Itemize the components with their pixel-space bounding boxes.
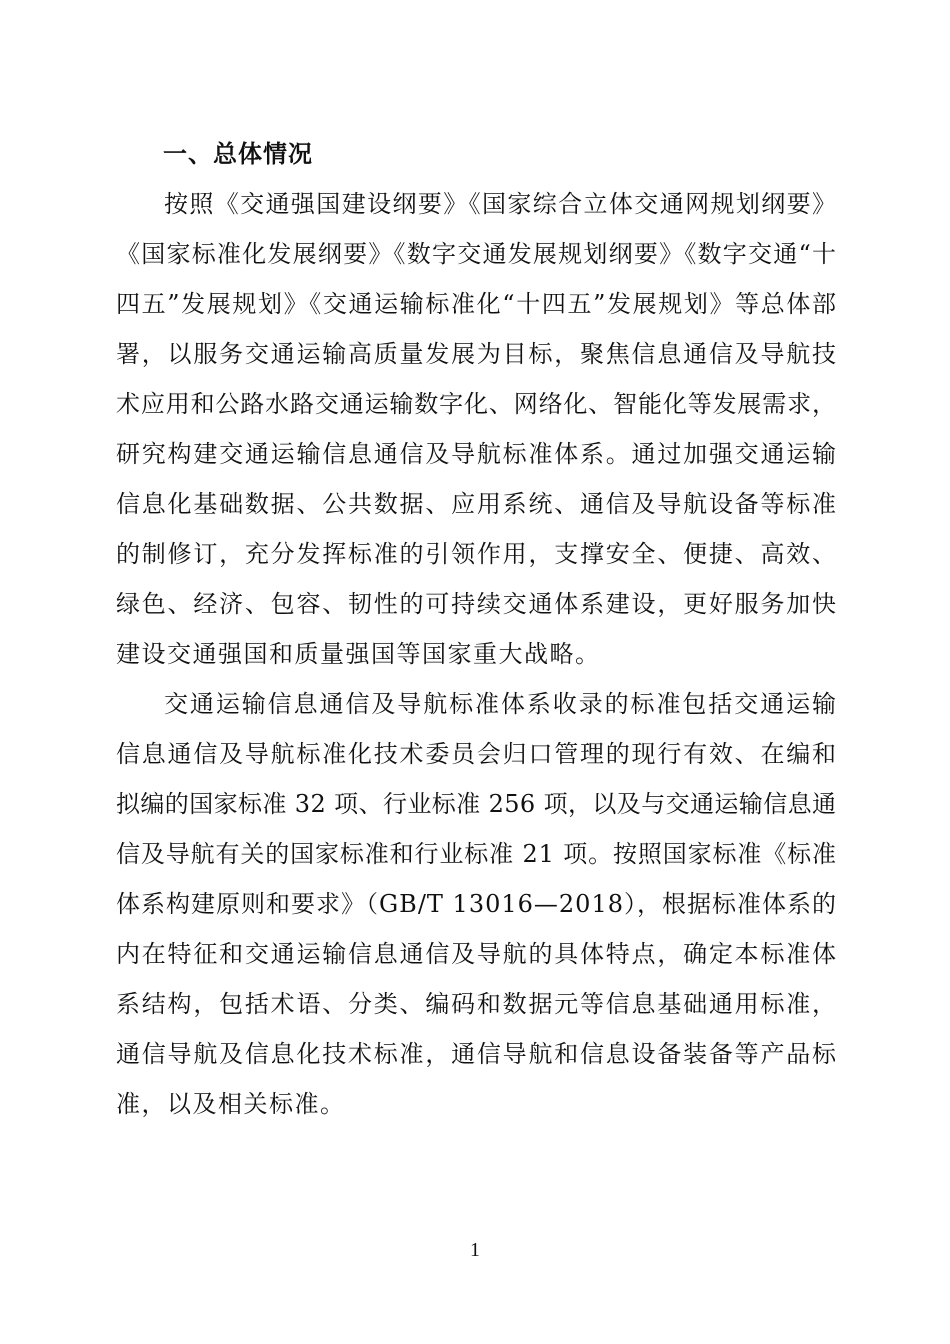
line-text: 拟编的国家标准 32 项、行业标准 256 项，以及与交通运输信息通 bbox=[116, 790, 837, 818]
line-text: 准，以及相关标准。 bbox=[116, 1090, 346, 1118]
line-text: 《国家标准化发展纲要》《数字交通发展规划纲要》《数字交通“十 bbox=[116, 240, 838, 268]
line-text: 体系构建原则和要求》（GB/T 13016—2018），根据标准体系的 bbox=[116, 890, 837, 918]
line-text: 研究构建交通运输信息通信及导航标准体系。通过加强交通运输 bbox=[116, 440, 838, 468]
section-heading: 一、总体情况 bbox=[163, 140, 313, 168]
line-text: 术应用和公路水路交通运输数字化、网络化、智能化等发展需求， bbox=[116, 390, 837, 418]
line-text: 系结构，包括术语、分类、编码和数据元等信息基础通用标准， bbox=[116, 990, 838, 1018]
line-text: 通信导航及信息化技术标准，通信导航和信息设备装备等产品标 bbox=[116, 1040, 838, 1068]
line-text: 绿色、经济、包容、韧性的可持续交通体系建设，更好服务加快 bbox=[116, 590, 838, 618]
line-text: 信及导航有关的国家标准和行业标准 21 项。按照国家标准《标准 bbox=[116, 840, 837, 868]
page-number: 1 bbox=[470, 1239, 480, 1261]
line-text: 按照《交通强国建设纲要》《国家综合立体交通网规划纲要》 bbox=[164, 190, 838, 218]
line-text: 署，以服务交通运输高质量发展为目标，聚焦信息通信及导航技 bbox=[116, 340, 838, 368]
line-text: 内在特征和交通运输信息通信及导航的具体特点，确定本标准体 bbox=[116, 940, 838, 968]
line-text: 四五”发展规划》《交通运输标准化“十四五”发展规划》等总体部 bbox=[116, 290, 838, 318]
line-text: 信息化基础数据、公共数据、应用系统、通信及导航设备等标准 bbox=[116, 490, 838, 518]
line-text: 交通运输信息通信及导航标准体系收录的标准包括交通运输 bbox=[164, 690, 838, 718]
line-text: 建设交通强国和质量强国等国家重大战略。 bbox=[116, 640, 601, 668]
line-text: 信息通信及导航标准化技术委员会归口管理的现行有效、在编和 bbox=[116, 740, 838, 768]
line-text: 的制修订，充分发挥标准的引领作用，支撑安全、便捷、高效、 bbox=[116, 540, 838, 568]
